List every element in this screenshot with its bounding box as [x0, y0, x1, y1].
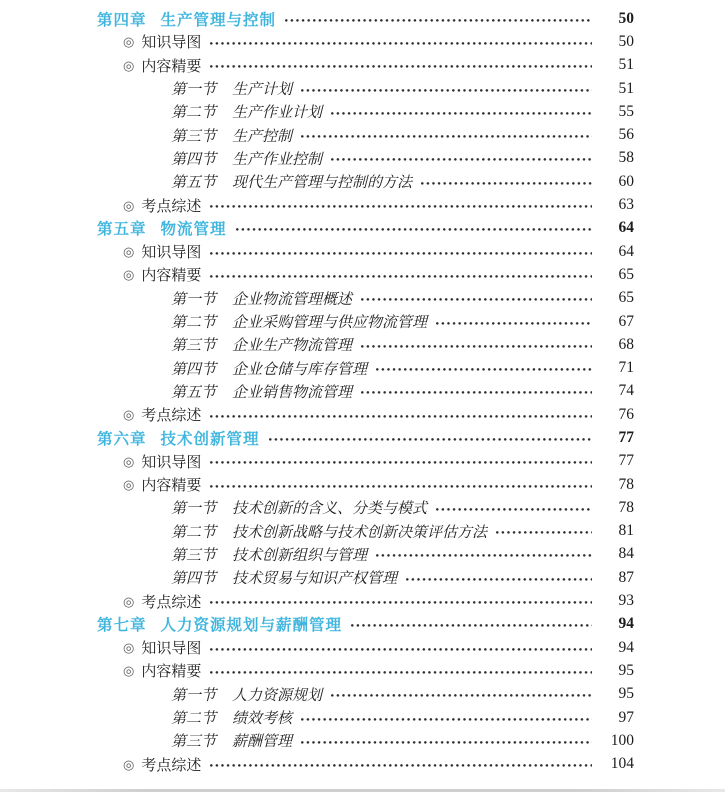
dotted-leader: [210, 275, 592, 278]
section-number: 第四节: [171, 571, 217, 588]
dotted-leader: [406, 578, 592, 581]
page-number: 93: [618, 592, 634, 610]
toc-bullet-row: [0, 450, 725, 473]
page-number: 68: [618, 335, 634, 353]
section-title: 薪酬管理: [232, 734, 293, 751]
section-number: 第三节: [171, 128, 217, 145]
page-number: 51: [618, 56, 634, 74]
dotted-leader: [210, 252, 592, 255]
page-number: 100: [610, 731, 634, 749]
section-title: 生产控制: [232, 128, 293, 145]
toc-bullet-row: [0, 240, 725, 263]
toc-bullet-row: [0, 403, 725, 426]
toc-section-row: [0, 123, 725, 146]
page-number: 78: [618, 475, 634, 493]
toc-section-row: [0, 77, 725, 100]
toc-bullet-row: [0, 636, 725, 659]
section-number: 第二节: [171, 524, 217, 541]
toc-section-row: [0, 356, 725, 379]
dotted-leader: [361, 345, 592, 348]
toc-chapter-row: [0, 426, 725, 449]
section-title: 现代生产管理与控制的方法: [232, 175, 413, 192]
bullseye-bullet-icon: ◎: [123, 593, 135, 609]
page-number: 60: [618, 172, 634, 190]
section-title: 企业采购管理与供应物流管理: [232, 315, 428, 331]
dotted-leader: [331, 694, 592, 697]
toc-chapter-row: [0, 217, 725, 240]
section-number: 第三节: [171, 338, 217, 355]
dotted-leader: [331, 158, 592, 161]
dotted-leader: [361, 298, 592, 301]
section-title: 绩效考核: [232, 711, 293, 728]
section-number: 第二节: [171, 711, 217, 728]
toc-section-row: [0, 496, 725, 519]
dotted-leader: [301, 741, 592, 744]
dotted-leader: [496, 531, 592, 534]
section-number: 第五节: [171, 384, 217, 401]
bullseye-bullet-icon: ◎: [123, 244, 135, 260]
toc-section-row: [0, 706, 725, 729]
page-number: 55: [618, 102, 634, 120]
item-label: 知识导图: [141, 245, 202, 262]
bullseye-bullet-icon: ◎: [123, 453, 135, 469]
section-number: 第五节: [171, 175, 217, 192]
toc-bullet-row: [0, 30, 725, 53]
item-label: 考点综述: [141, 757, 202, 774]
page-number: 65: [618, 265, 634, 283]
dotted-leader: [376, 368, 592, 371]
section-number: 第一节: [171, 687, 217, 704]
item-label: 内容精要: [141, 58, 202, 75]
toc-bullet-row: [0, 659, 725, 682]
toc-section-row: [0, 333, 725, 356]
dotted-leader: [210, 461, 592, 464]
page-number: 58: [618, 149, 634, 167]
chapter-title: 生产管理与控制: [160, 11, 277, 29]
toc-section-row: [0, 566, 725, 589]
item-label: 知识导图: [141, 454, 202, 471]
dotted-leader: [331, 112, 592, 115]
page-number: 77: [618, 452, 634, 470]
dotted-leader: [301, 89, 592, 92]
page-number: 97: [618, 708, 634, 726]
section-number: 第四节: [171, 361, 217, 378]
section-title: 人力资源规划: [232, 687, 323, 704]
page-number: 50: [618, 9, 634, 27]
dotted-leader: [351, 624, 592, 627]
chapter-title: 人力资源规划与薪酬管理: [160, 617, 343, 635]
dotted-leader: [210, 205, 592, 208]
section-title: 生产计划: [232, 82, 293, 99]
dotted-leader: [210, 648, 592, 651]
dotted-leader: [361, 391, 592, 394]
dotted-leader: [436, 322, 592, 325]
dotted-leader: [301, 718, 592, 721]
page-number: 63: [618, 196, 634, 214]
section-number: 第一节: [171, 501, 217, 518]
bullseye-bullet-icon: ◎: [123, 407, 135, 423]
dotted-leader: [210, 42, 592, 45]
toc-section-row: [0, 147, 725, 170]
bullseye-bullet-icon: ◎: [123, 477, 135, 493]
page-number: 81: [618, 522, 634, 540]
toc-bullet-row: [0, 263, 725, 286]
page-number: 74: [618, 382, 634, 400]
item-label: 考点综述: [141, 408, 202, 425]
item-label: 考点综述: [141, 594, 202, 611]
page-number: 104: [610, 755, 634, 773]
toc-section-row: [0, 170, 725, 193]
dotted-leader: [301, 135, 592, 138]
toc-section-row: [0, 729, 725, 752]
dotted-leader: [210, 671, 592, 674]
page-number: 67: [618, 312, 634, 330]
toc-section-row: [0, 683, 725, 706]
section-title: 企业物流管理概述: [232, 291, 353, 308]
dotted-leader: [421, 182, 592, 185]
toc-bullet-row: [0, 54, 725, 77]
toc-section-row: [0, 520, 725, 543]
toc-bullet-row: [0, 473, 725, 496]
toc-section-row: [0, 100, 725, 123]
section-title: 生产作业控制: [232, 151, 323, 168]
bullseye-bullet-icon: ◎: [123, 756, 135, 772]
section-title: 企业生产物流管理: [232, 338, 353, 355]
page-number: 65: [618, 289, 634, 307]
dotted-leader: [210, 764, 592, 767]
section-number: 第三节: [171, 734, 217, 751]
section-number: 第一节: [171, 82, 217, 99]
section-number: 第一节: [171, 291, 217, 308]
page-number: 50: [618, 32, 634, 50]
dotted-leader: [285, 19, 592, 22]
bullseye-bullet-icon: ◎: [123, 197, 135, 213]
chapter-number: 第四章: [97, 11, 147, 29]
item-label: 内容精要: [141, 268, 202, 285]
toc-section-row: [0, 310, 725, 333]
item-label: 知识导图: [141, 35, 202, 52]
section-title: 技术创新组织与管理: [232, 547, 368, 564]
page-number: 87: [618, 568, 634, 586]
toc-bullet-row: [0, 193, 725, 216]
chapter-title: 物流管理: [160, 221, 227, 239]
chapter-number: 第七章: [97, 617, 147, 635]
section-title: 技术创新的含义、分类与模式: [232, 501, 428, 518]
section-number: 第四节: [171, 151, 217, 168]
toc-section-row: [0, 287, 725, 310]
page-number: 51: [618, 79, 634, 97]
page-number: 78: [618, 498, 634, 516]
dotted-leader: [210, 485, 592, 488]
chapter-number: 第五章: [97, 221, 147, 239]
dotted-leader: [236, 228, 592, 231]
toc-chapter-row: [0, 613, 725, 636]
chapter-number: 第六章: [97, 430, 147, 448]
toc-section-row: [0, 380, 725, 403]
bullseye-bullet-icon: ◎: [123, 34, 135, 50]
page-number: 56: [618, 126, 634, 144]
page-number: 64: [618, 242, 634, 260]
bullseye-bullet-icon: ◎: [123, 640, 135, 656]
page-number: 95: [618, 685, 634, 703]
item-label: 知识导图: [141, 641, 202, 658]
page-number: 94: [618, 615, 634, 633]
item-label: 考点综述: [141, 198, 202, 215]
toc-chapter-row: [0, 7, 725, 30]
section-number: 第三节: [171, 547, 217, 564]
section-title: 企业仓储与库存管理: [232, 361, 368, 378]
toc-bullet-row: [0, 589, 725, 612]
bullseye-bullet-icon: ◎: [123, 57, 135, 73]
section-number: 第二节: [171, 315, 217, 331]
toc-section-row: [0, 543, 725, 566]
page-number: 94: [618, 638, 634, 656]
bullseye-bullet-icon: ◎: [123, 267, 135, 283]
chapter-title: 技术创新管理: [160, 430, 260, 448]
dotted-leader: [436, 508, 592, 511]
page-number: 77: [618, 428, 634, 446]
item-label: 内容精要: [141, 478, 202, 495]
dotted-leader: [210, 65, 592, 68]
toc-bullet-row: [0, 753, 725, 776]
item-label: 内容精要: [141, 664, 202, 681]
section-title: 企业销售物流管理: [232, 384, 353, 401]
page-number: 76: [618, 405, 634, 423]
section-title: 技术创新战略与技术创新决策评估方法: [232, 524, 488, 541]
dotted-leader: [376, 554, 592, 557]
page-number: 71: [618, 359, 634, 377]
section-number: 第二节: [171, 105, 217, 122]
toc: [0, 7, 725, 776]
bullseye-bullet-icon: ◎: [123, 663, 135, 679]
page-number: 84: [618, 545, 634, 563]
page-number: 95: [618, 661, 634, 679]
section-title: 生产作业计划: [232, 105, 323, 122]
dotted-leader: [210, 415, 592, 418]
dotted-leader: [269, 438, 592, 441]
section-title: 技术贸易与知识产权管理: [232, 571, 398, 588]
dotted-leader: [210, 601, 592, 604]
page-number: 64: [618, 219, 634, 237]
